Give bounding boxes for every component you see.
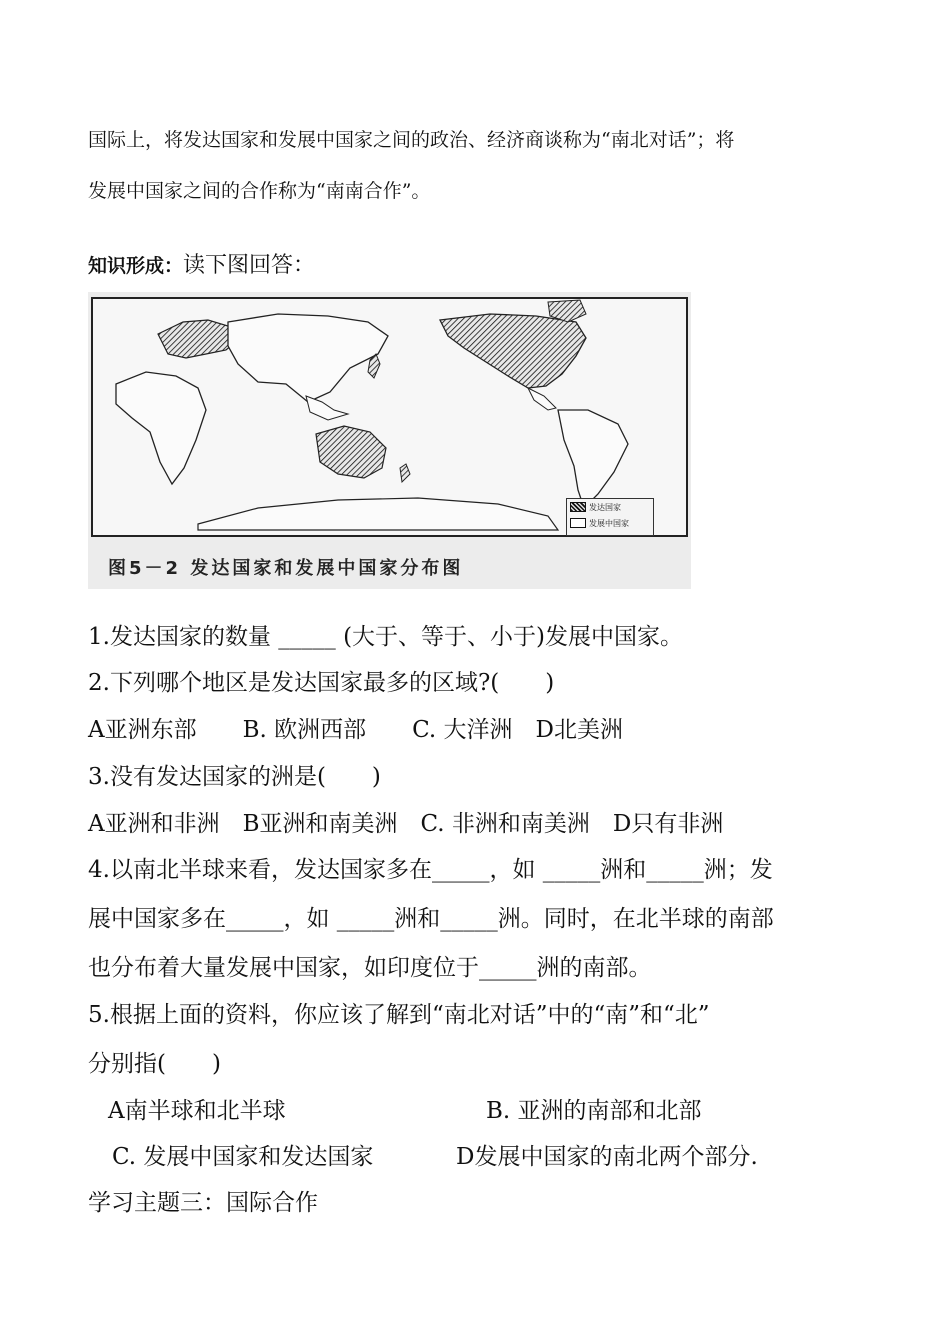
knowledge-text: 读下图回答： (183, 253, 316, 278)
legend-developing (567, 515, 653, 531)
question-5-option-d: D发展中国家的南北两个部分. (456, 1144, 758, 1170)
question-5-option-c: C. 发展中国家和发达国家 (112, 1144, 374, 1170)
question-5-option-b: B. 亚洲的南部和北部 (486, 1098, 702, 1124)
legend-developed (567, 499, 653, 515)
question-4-line-1: 4.以南北半球来看，发达国家多在_____，如 _____洲和_____洲；发 (88, 857, 773, 883)
question-5-option-a: A南半球和北半球 (108, 1098, 286, 1124)
legend-developed-label: 发达国家 (589, 502, 621, 512)
question-4-line-2: 展中国家多在_____，如 _____洲和_____洲。同时，在北半球的南部 (88, 906, 774, 932)
knowledge-label: 知识形成： (88, 255, 184, 277)
question-4-line-3: 也分布着大量发展中国家，如印度位于_____洲的南部。 (88, 955, 652, 981)
knowledge-heading (88, 248, 315, 279)
blank-swatch-icon (570, 518, 586, 528)
question-3: 3.没有发达国家的洲是( ) (88, 764, 381, 790)
theme-3-heading: 学习主题三：国际合作 (88, 1190, 318, 1216)
question-1: 1.发达国家的数量 _____ (大于、等于、小于)发展中国家。 (88, 624, 684, 650)
intro-line-1: 国际上，将发达国家和发展中国家之间的政治、经济商谈称为“南北对话”；将 (88, 129, 735, 151)
question-2-options: A亚洲东部 B. 欧洲西部 C. 大洋洲 D北美洲 (88, 717, 623, 743)
map-legend (566, 498, 654, 536)
question-5-line-1: 5.根据上面的资料，你应该了解到“南北对话”中的“南”和“北” (88, 1002, 710, 1028)
question-3-options: A亚洲和非洲 B亚洲和南美洲 C. 非洲和南美洲 D只有非洲 (88, 811, 724, 837)
world-map-figure (88, 292, 691, 589)
question-5-line-2: 分别指( ) (88, 1051, 221, 1077)
figure-caption: 图5－2 发达国家和发展中国家分布图 (108, 558, 464, 579)
hatched-swatch-icon (570, 502, 586, 512)
world-map-image (88, 292, 691, 589)
intro-line-2: 发展中国家之间的合作称为“南南合作”。 (88, 180, 431, 202)
legend-developing-label: 发展中国家 (589, 518, 629, 528)
question-2: 2.下列哪个地区是发达国家最多的区域?( ) (88, 670, 555, 696)
